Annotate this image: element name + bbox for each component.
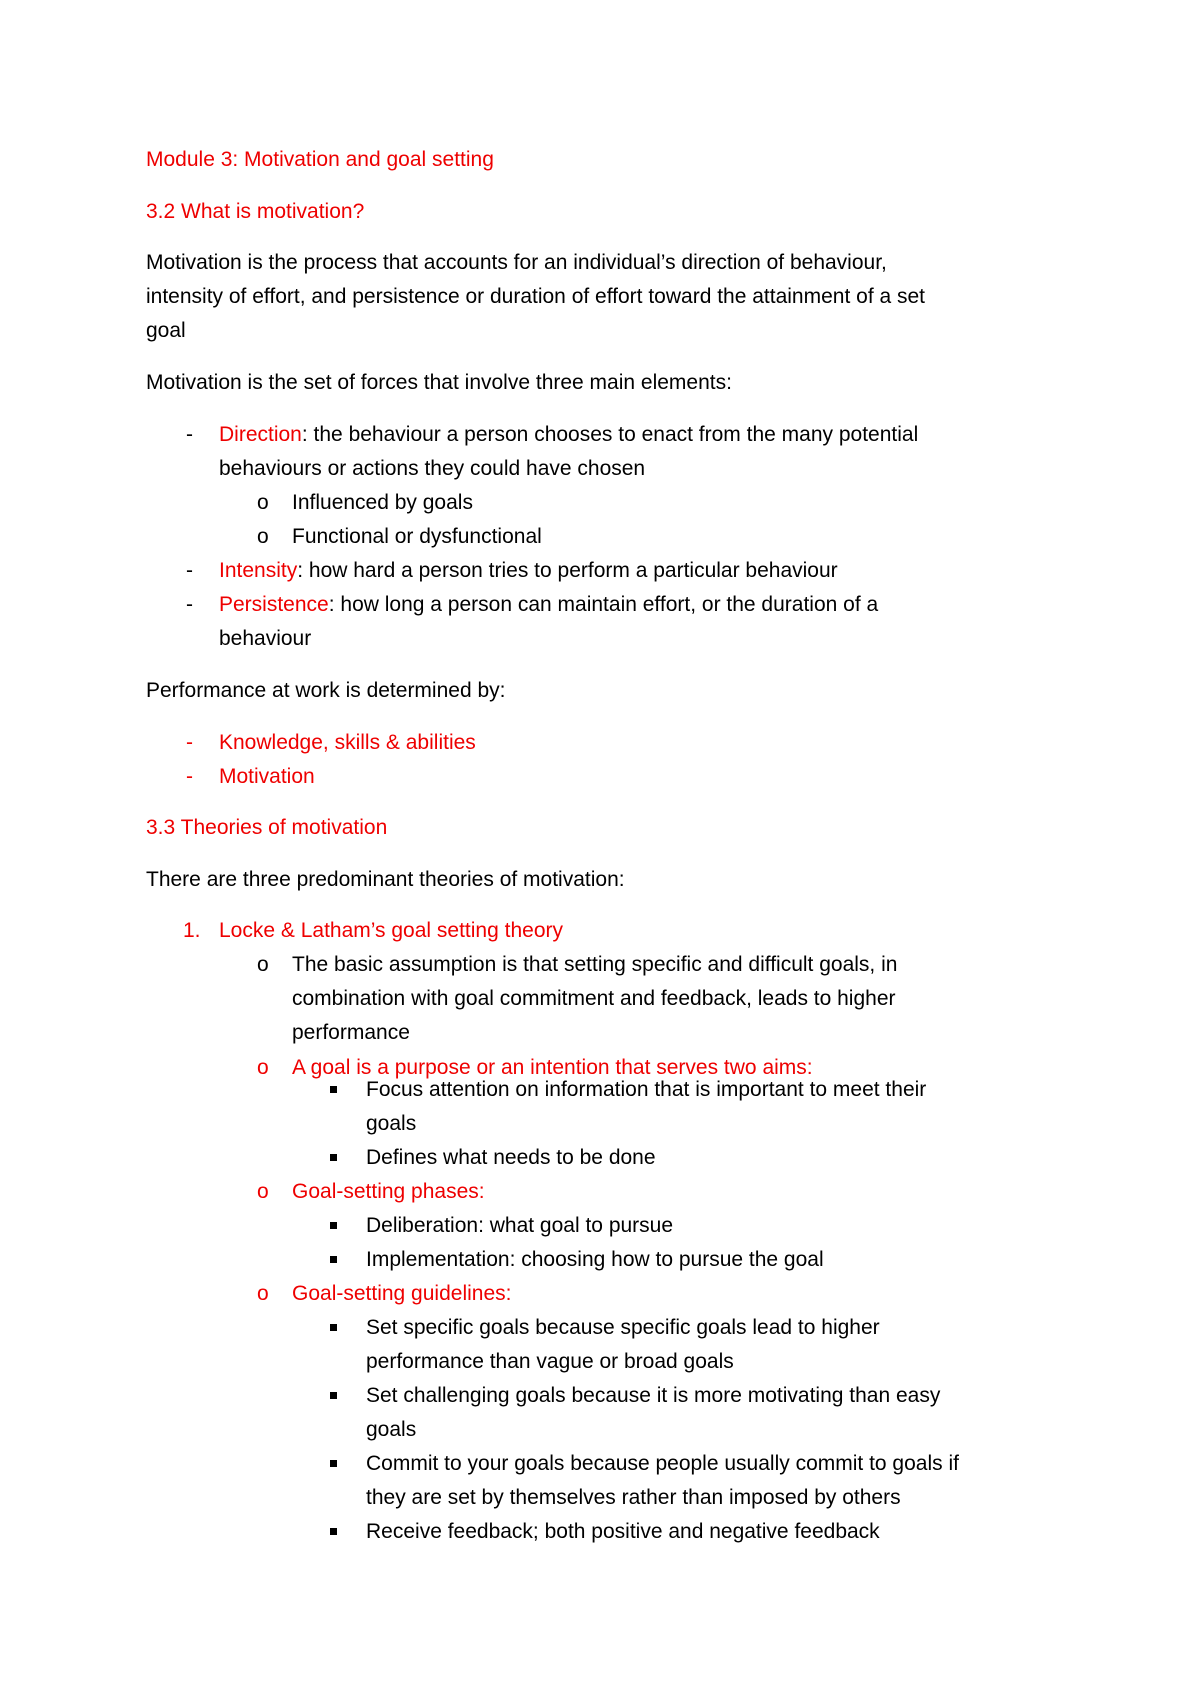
square-bullet [330,1154,337,1161]
performance-intro: Performance at work is determined by: [146,679,506,702]
circle-bullet: o [257,1056,269,1079]
direction-term: Direction [219,423,302,446]
assumption-line: The basic assumption is that setting specific and difficult goals, in [292,953,898,976]
circle-bullet: o [257,1180,269,1203]
circle-bullet: o [257,491,269,514]
persistence-description: : how long a person can maintain effort, or the duration of a [328,593,879,616]
circle-bullet: o [257,525,269,548]
performance-item: Motivation [219,765,315,788]
dash-marker: - [186,731,193,754]
direction-sub-item: Functional or dysfunctional [292,525,542,548]
guideline-item: Receive feedback; both positive and negative feedback [366,1520,880,1543]
square-bullet [330,1460,337,1467]
intensity-description: : how hard a person tries to perform a particular behaviour [297,559,838,582]
direction-item [219,422,918,448]
persistence-term: Persistence [219,593,329,616]
circle-bullet: o [257,1282,269,1305]
phase-item: Implementation: choosing how to pursue the goal [366,1248,824,1271]
theories-intro: There are three predominant theories of motivation: [146,868,625,891]
guideline-item-cont: goals [366,1418,417,1441]
guidelines-title: Goal-setting guidelines: [292,1282,512,1305]
module-title: Module 3: Motivation and goal setting [146,148,494,171]
guideline-item-cont: performance than vague or broad goals [366,1350,734,1373]
goal-aim-cont: goals [366,1112,417,1135]
definition-line: Motivation is the process that accounts for an individual’s direction of behaviour, [146,251,887,274]
circle-bullet: o [257,953,269,976]
intensity-item [219,558,838,584]
square-bullet [330,1392,337,1399]
section-heading-3-2: 3.2 What is motivation? [146,200,365,223]
goal-definition: A goal is a purpose or an intention that serves two aims: [292,1056,813,1079]
direction-description: : the behaviour a person chooses to enact from the many potential [301,423,919,446]
definition-line: intensity of effort, and persistence or duration of effort toward the attainment of a set [146,285,926,308]
square-bullet [330,1222,337,1229]
guideline-item: Set challenging goals because it is more motivating than easy [366,1384,941,1407]
square-bullet [330,1086,337,1093]
intensity-term: Intensity [219,559,298,582]
elements-intro: Motivation is the set of forces that involve three main elements: [146,371,732,394]
guideline-item: Commit to your goals because people usually commit to goals if [366,1452,959,1475]
persistence-description-cont: behaviour [219,627,312,650]
square-bullet [330,1528,337,1535]
assumption-line: performance [292,1021,410,1044]
section-heading-3-3: 3.3 Theories of motivation [146,816,388,839]
persistence-item [219,592,878,618]
dash-marker: - [186,593,193,616]
dash-marker: - [186,423,193,446]
goal-aim: Defines what needs to be done [366,1146,656,1169]
definition-line: goal [146,319,186,342]
theory-title: Locke & Latham’s goal setting theory [219,919,563,942]
phase-item: Deliberation: what goal to pursue [366,1214,674,1237]
performance-item: Knowledge, skills & abilities [219,731,476,754]
phases-title: Goal-setting phases: [292,1180,485,1203]
guideline-item-cont: they are set by themselves rather than imposed by others [366,1486,901,1509]
list-number: 1. [183,919,201,942]
square-bullet [330,1324,337,1331]
dash-marker: - [186,765,193,788]
dash-marker: - [186,559,193,582]
goal-aim: Focus attention on information that is important to meet their [366,1078,927,1101]
assumption-line: combination with goal commitment and feedback, leads to higher [292,987,896,1010]
direction-description-cont: behaviours or actions they could have chosen [219,457,646,480]
guideline-item: Set specific goals because specific goals lead to higher [366,1316,880,1339]
direction-sub-item: Influenced by goals [292,491,473,514]
square-bullet [330,1256,337,1263]
